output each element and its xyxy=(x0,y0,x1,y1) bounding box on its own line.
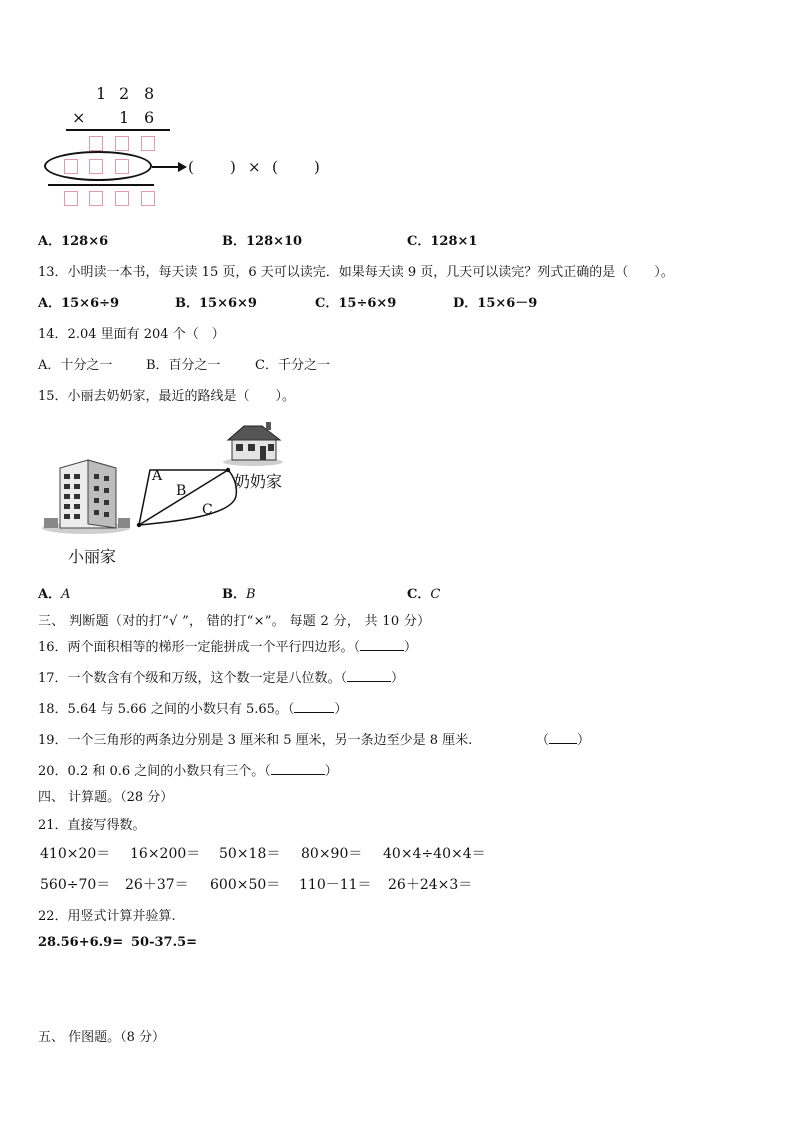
digit-box xyxy=(115,191,129,206)
digit-box xyxy=(64,191,78,206)
q22-item: 28.56+6.9= xyxy=(38,935,124,950)
q14-option-a: A．十分之一 xyxy=(38,358,113,373)
product-line xyxy=(66,129,170,131)
q18-text: 18．5.64 与 5.66 之间的小数只有 5.65。（ ） xyxy=(38,702,348,717)
q19-answer: （ ） xyxy=(536,733,591,748)
q14-text: 14．2.04 里面有 204 个（ ） xyxy=(38,327,225,342)
calc-item: 410×20＝ xyxy=(40,846,111,862)
calc-item: 560÷70＝ xyxy=(40,877,111,893)
routes-diagram xyxy=(132,462,244,532)
grandma-house-label: 奶奶家 xyxy=(234,472,283,491)
digit-box xyxy=(141,191,155,206)
q12-option-a: A．128×6 xyxy=(38,234,109,249)
q12-option-c: C．128×1 xyxy=(407,234,478,249)
times-sign: × xyxy=(72,108,86,127)
answer-blank[interactable] xyxy=(271,762,325,775)
digit-box xyxy=(115,136,129,151)
calc-item: 26＋24×3＝ xyxy=(388,877,473,893)
q13-option-a: A．15×6÷9 xyxy=(38,296,120,311)
calc-item: 40×4÷40×4＝ xyxy=(383,846,486,862)
times-sign: × xyxy=(248,158,261,176)
house-icon xyxy=(222,420,284,466)
q13-option-d: D．15×6－9 xyxy=(453,296,538,311)
calc-item: 80×90＝ xyxy=(301,846,363,862)
digit-box xyxy=(89,136,103,151)
route-label-c: C xyxy=(202,502,213,518)
route-label-b: B xyxy=(176,483,187,499)
q16-text: 16．两个面积相等的梯形一定能拼成一个平行四边形。（ ） xyxy=(38,640,418,655)
partial-product-ellipse xyxy=(44,151,152,181)
sum-line xyxy=(48,184,154,186)
bracket-left: ( xyxy=(188,158,194,176)
q15-option-a: A．A xyxy=(38,587,71,602)
apartment-building-icon xyxy=(40,458,132,534)
q14-option-c: C．千分之一 xyxy=(255,358,330,373)
answer-blank[interactable] xyxy=(294,700,334,713)
q20-text: 20．0.2 和 0.6 之间的小数只有三个。（ ） xyxy=(38,764,338,779)
q15-option-b: B．B xyxy=(222,587,256,602)
top-digit: 1 xyxy=(96,84,107,103)
q12-option-b: B．128×10 xyxy=(222,234,303,249)
q13-text: 13．小明读一本书，每天读 15 页，6 天可以读完．如果每天读 9 页，几天可以读完？列式正确的是（ ）。 xyxy=(38,265,674,280)
q15-text: 15．小丽去奶奶家，最近的路线是（ ）。 xyxy=(38,389,296,404)
q22-text: 22．用竖式计算并验算. xyxy=(38,909,176,924)
top-digit: 8 xyxy=(144,84,155,103)
top-digit: 2 xyxy=(119,84,130,103)
q17-text: 17．一个数含有个级和万级，这个数一定是八位数。（ ） xyxy=(38,671,405,686)
arrow-icon xyxy=(152,160,188,174)
digit-box xyxy=(141,136,155,151)
bottom-digit: 1 xyxy=(119,108,130,127)
calc-item: 600×50＝ xyxy=(210,877,281,893)
q22-item: 50-37.5= xyxy=(131,935,198,950)
bracket-right: ) xyxy=(314,158,320,176)
bottom-digit: 6 xyxy=(144,108,155,127)
digit-box xyxy=(89,191,103,206)
xiaoli-home-label: 小丽家 xyxy=(68,547,117,566)
answer-blank[interactable] xyxy=(549,731,577,744)
calc-item: 110－11＝ xyxy=(299,877,372,893)
q13-option-c: C．15÷6×9 xyxy=(315,296,397,311)
calc-item: 16×200＝ xyxy=(130,846,201,862)
q14-option-b: B．百分之一 xyxy=(146,358,221,373)
bracket-left: ( xyxy=(272,158,278,176)
section-5-title: 五、 作图题。（8 分） xyxy=(38,1030,166,1045)
q15-option-c: C．C xyxy=(407,587,441,602)
q13-option-b: B．15×6×9 xyxy=(175,296,257,311)
route-label-a: A xyxy=(152,468,163,484)
answer-blank[interactable] xyxy=(360,638,404,651)
calc-item: 50×18＝ xyxy=(219,846,281,862)
answer-blank[interactable] xyxy=(347,669,391,682)
calc-item: 26＋37＝ xyxy=(125,877,189,893)
q21-text: 21．直接写得数。 xyxy=(38,818,146,833)
section-3-title: 三、 判断题（对的打“√ ”， 错的打“×”。 每题 2 分， 共 10 分） xyxy=(38,614,431,629)
section-4-title: 四、 计算题。（28 分） xyxy=(38,790,174,805)
q19-text: 19．一个三角形的两条边分别是 3 厘米和 5 厘米，另一条边至少是 8 厘米. xyxy=(38,733,473,748)
bracket-right: ) xyxy=(230,158,236,176)
